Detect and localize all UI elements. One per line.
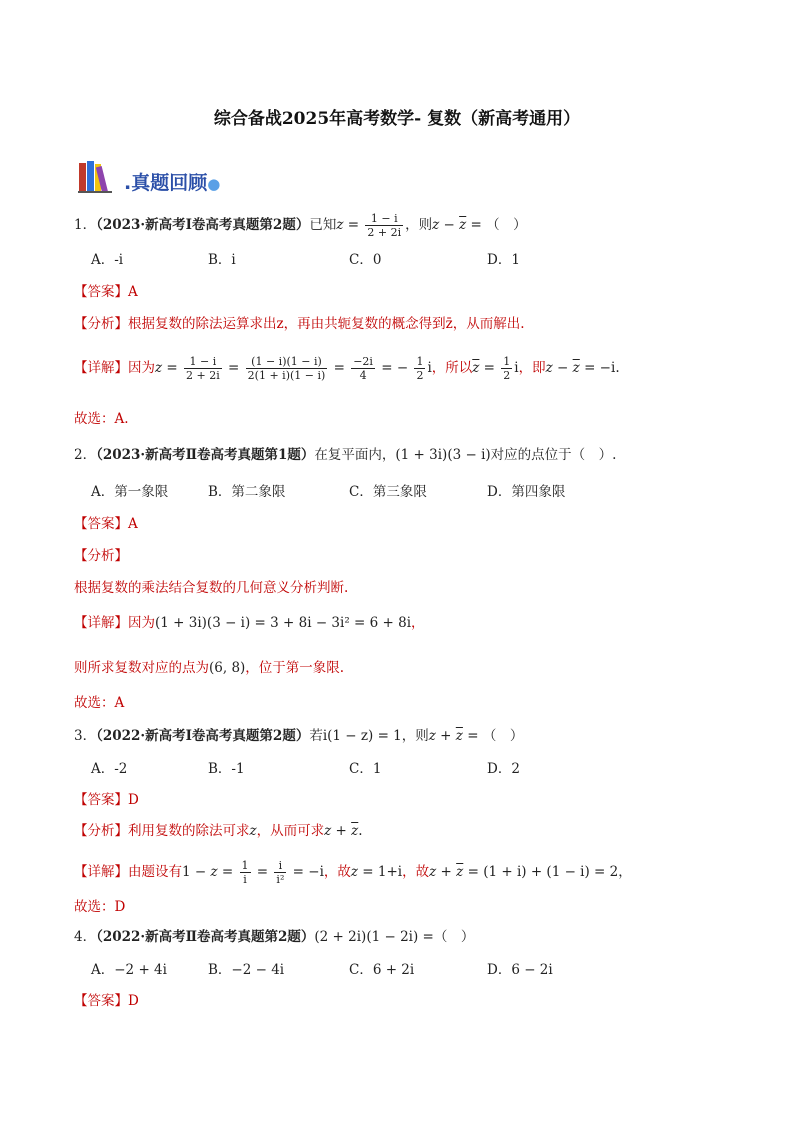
q3-option-d: D．2 [487, 761, 520, 777]
q4-option-c: C．6 + 2i [349, 962, 415, 978]
q4-option-a: A．−2 + 4i [91, 962, 167, 978]
question-4-stem: 4．（2022·新高考Ⅱ卷高考真题第2题）(2 + 2i)(1 − 2i) =（ ） [74, 929, 475, 945]
q2-conclusion: 故选：A [74, 695, 125, 711]
q1-option-a: A．-i [91, 252, 124, 268]
fraction: $\frac{1 - i}{2 + 2i}$ [367, 212, 402, 239]
q1-conclusion: 故选：A. [74, 411, 129, 427]
q4-option-d: D．6 − 2i [487, 962, 553, 978]
q1-option-b: B．i [208, 252, 236, 268]
q1-option-d: D．1 [487, 252, 520, 268]
q3-option-b: B．-1 [208, 761, 245, 777]
q2-option-a: A．第一象限 [91, 484, 169, 500]
q2-analysis-tag: 【分析】 [74, 548, 128, 564]
q2-answer: 【答案】A [74, 516, 138, 532]
q2-option-b: B．第二象限 [208, 484, 286, 500]
q1-analysis: 【分析】根据复数的除法运算求出z，再由共轭复数的概念得到z̄，从而解出. [74, 316, 525, 332]
q2-detail-line2: 则所求复数对应的点为(6, 8)，位于第一象限. [74, 660, 345, 676]
q3-option-c: C．1 [349, 761, 382, 777]
q2-option-d: D．第四象限 [487, 484, 566, 500]
q2-detail: 【详解】因为(1 + 3i)(3 − i) = 3 + 8i − 3i² = 6 + 8i， [74, 615, 425, 631]
q3-analysis: 【分析】利用复数的除法可求z，从而可求$z + \overline{z}$. [74, 823, 363, 839]
question-2-stem: 2．（2023·新高考Ⅱ卷高考真题第1题）在复平面内，(1 + 3i)(3 − i)对应的点位于（ ）. [74, 447, 617, 463]
question-3-stem: 3．（2022·新高考Ⅰ卷高考真题第2题）若i(1 − z) = 1，则$z + \overline{z}$ = （ ） [74, 728, 524, 744]
q3-detail: 【详解】由题设有1 − z = $\frac{1}{i}$ = $\frac{i}{\text{i²}}$ = −i，故z = 1+i，故$z + \overline{z} = (1 + i) + (1 - i) = 2$， [74, 859, 632, 886]
q1-answer: 【答案】A [74, 284, 138, 300]
q1-option-c: C．0 [349, 252, 382, 268]
books-icon [78, 160, 118, 194]
q2-option-c: C．第三象限 [349, 484, 427, 500]
q3-conclusion: 故选：D [74, 899, 126, 915]
q4-answer: 【答案】D [74, 993, 139, 1009]
q4-option-b: B．−2 − 4i [208, 962, 285, 978]
question-1-stem: 1．（2023·新高考Ⅰ卷高考真题第2题）已知z = $\frac{1 - i}{2 + 2i}$ ，则$z - \overline{z}$ = （ ） [74, 212, 527, 239]
q2-analysis: 根据复数的乘法结合复数的几何意义分析判断. [74, 580, 349, 596]
q3-answer: 【答案】D [74, 792, 139, 808]
section-title: .真题回顾● [124, 172, 221, 194]
q3-option-a: A．-2 [91, 761, 128, 777]
document-title: 综合备战2025年高考数学- 复数（新高考通用） [213, 109, 581, 129]
q1-detail: 【详解】因为z = $\frac{1 - i}{2 + 2i}$ = $\frac{(1 - i)(1 - i)}{2(1 + i)(1 - i)}$ = $\frac{-2i}{4}$ = − $\frac{1}{2}$ i，所以$\overline{z}$ = $\frac{1}{2}$ i，即$z - \overline{z} = -i$. [74, 355, 620, 382]
